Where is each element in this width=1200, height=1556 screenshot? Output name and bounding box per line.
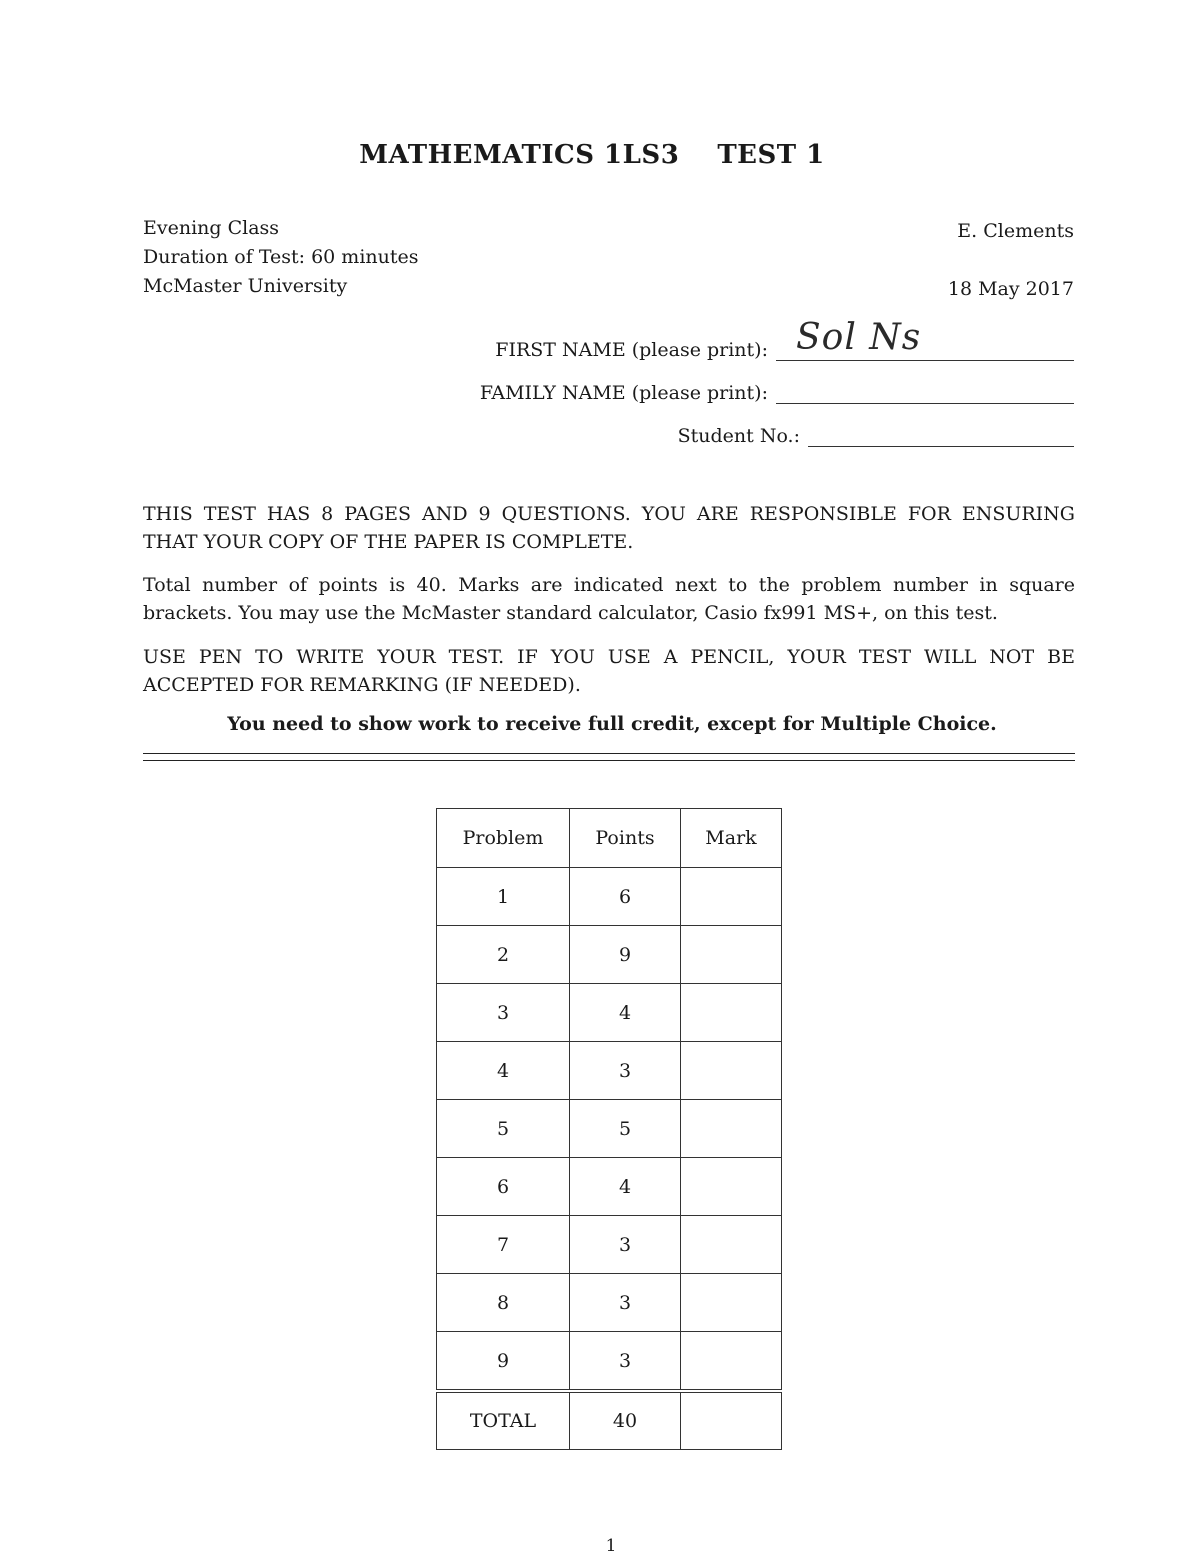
table-row	[437, 1216, 782, 1274]
problem-cell: 1	[437, 868, 570, 926]
problem-cell: 9	[437, 1332, 570, 1392]
mark-cell[interactable]	[681, 1274, 782, 1332]
total-label: TOTAL	[437, 1391, 570, 1450]
mark-cell[interactable]	[681, 926, 782, 984]
page-number: 1	[605, 1536, 617, 1556]
first-name-row	[495, 317, 1074, 361]
points-cell: 4	[570, 984, 681, 1042]
mark-cell[interactable]	[681, 1042, 782, 1100]
table-row	[437, 1332, 782, 1392]
divider-line-top	[143, 753, 1075, 754]
points-cell: 4	[570, 1158, 681, 1216]
mark-cell[interactable]	[681, 1158, 782, 1216]
header-left	[143, 214, 419, 301]
family-name-label: FAMILY NAME (please print):	[479, 382, 768, 404]
header-problem: Problem	[437, 809, 570, 868]
mark-cell[interactable]	[681, 1100, 782, 1158]
instruction-pen: USE PEN TO WRITE YOUR TEST. IF YOU USE A PENCIL, YOUR TEST WILL NOT BE ACCEPTED FOR REMARKING (IF NEEDED).	[143, 646, 1075, 696]
points-cell: 3	[570, 1332, 681, 1392]
first-name-handwriting: Sol Ns	[796, 317, 922, 358]
table-row	[437, 1274, 782, 1332]
header-points: Points	[570, 809, 681, 868]
problem-cell: 3	[437, 984, 570, 1042]
student-no-field[interactable]	[808, 424, 1074, 447]
problem-cell: 8	[437, 1274, 570, 1332]
divider-line-bottom	[143, 760, 1075, 761]
table-row	[437, 1158, 782, 1216]
family-name-field[interactable]	[776, 381, 1074, 404]
marks-table	[436, 808, 782, 1450]
table-total-row	[437, 1391, 782, 1450]
problem-cell: 6	[437, 1158, 570, 1216]
points-cell: 3	[570, 1042, 681, 1100]
problem-cell: 2	[437, 926, 570, 984]
test-title: TEST 1	[717, 140, 825, 170]
points-cell: 3	[570, 1216, 681, 1274]
problem-cell: 4	[437, 1042, 570, 1100]
mark-cell[interactable]	[681, 1216, 782, 1274]
points-cell: 9	[570, 926, 681, 984]
table-row	[437, 984, 782, 1042]
table-row	[437, 1100, 782, 1158]
total-points: 40	[570, 1391, 681, 1450]
class-type: Evening Class	[143, 217, 280, 239]
family-name-row	[480, 381, 1074, 404]
table-header-row	[437, 809, 782, 868]
test-date: 18 May 2017	[947, 278, 1074, 300]
problem-cell: 5	[437, 1100, 570, 1158]
student-no-row	[678, 424, 1074, 447]
mark-cell[interactable]	[681, 1332, 782, 1392]
table-row	[437, 868, 782, 926]
course-title: MATHEMATICS 1LS3	[359, 140, 680, 170]
first-name-field[interactable]	[776, 317, 1074, 361]
instruction-points: Total number of points is 40. Marks are indicated next to the problem number in square brackets. You may use the McMaster standard calculator, Casio fx991 MS+, on this test.	[143, 574, 1075, 624]
table-row	[437, 926, 782, 984]
instructor-name: E. Clements	[957, 220, 1074, 242]
points-cell: 5	[570, 1100, 681, 1158]
table-row	[437, 1042, 782, 1100]
header-mark: Mark	[681, 809, 782, 868]
mark-cell[interactable]	[681, 984, 782, 1042]
test-duration: Duration of Test: 60 minutes	[143, 246, 419, 268]
points-cell: 6	[570, 868, 681, 926]
total-mark-cell[interactable]	[681, 1391, 782, 1450]
first-name-label: FIRST NAME (please print):	[495, 339, 768, 361]
problem-cell: 7	[437, 1216, 570, 1274]
points-cell: 3	[570, 1274, 681, 1332]
student-no-label: Student No.:	[677, 425, 800, 447]
university-name: McMaster University	[143, 275, 348, 297]
show-work-note: You need to show work to receive full credit, except for Multiple Choice.	[227, 713, 997, 735]
instruction-pages: THIS TEST HAS 8 PAGES AND 9 QUESTIONS. YOU ARE RESPONSIBLE FOR ENSURING THAT YOUR COPY OF THE PAPER IS COMPLETE.	[143, 503, 1075, 553]
page-title	[0, 140, 1184, 170]
mark-cell[interactable]	[681, 868, 782, 926]
